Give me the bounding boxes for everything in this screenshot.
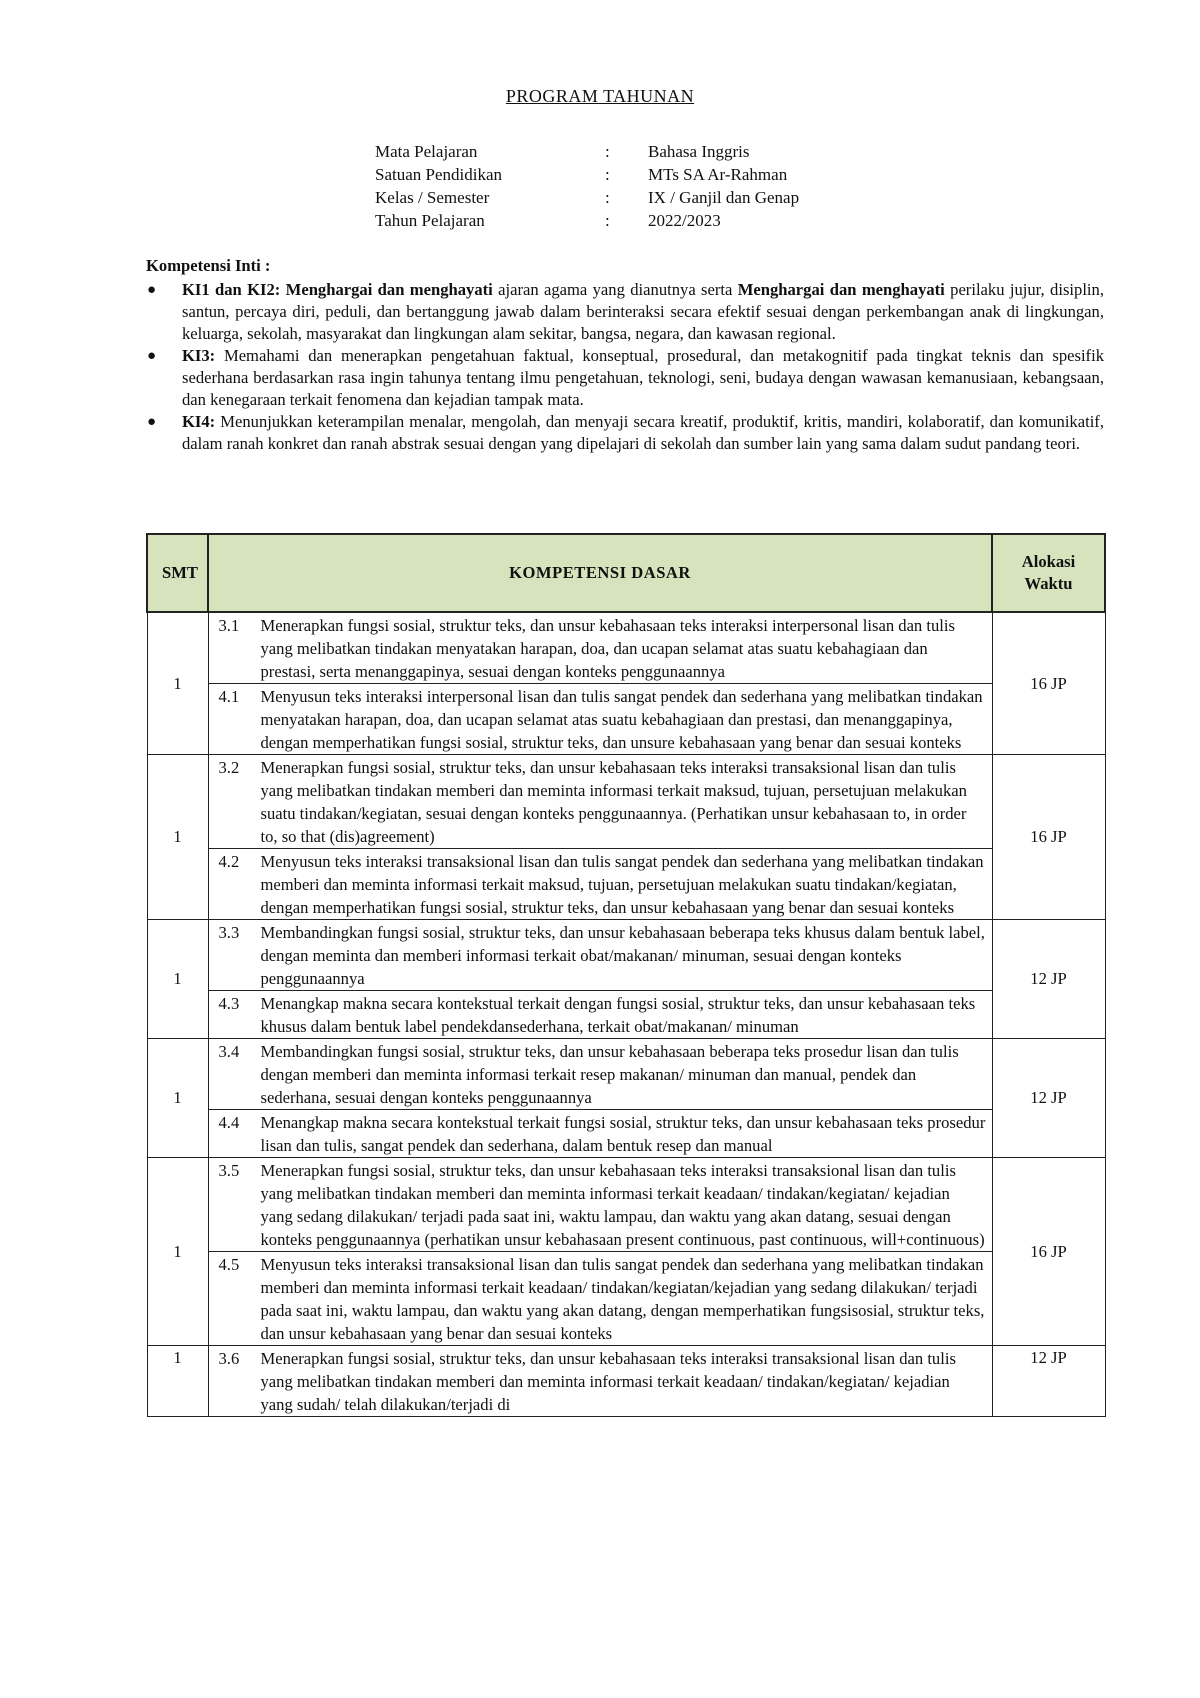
kd-cell <box>208 755 992 920</box>
ki-heading: Kompetensi Inti : <box>146 256 271 275</box>
bullet-icon: ● <box>147 348 157 364</box>
alokasi-cell: 12 JP <box>992 1039 1105 1158</box>
ki-bold-phrase: Menghargai dan menghayati <box>285 280 493 299</box>
header-kd-label: KOMPETENSI DASAR <box>509 563 691 582</box>
kd-text: Menyusun teks interaksi interpersonal lisan dan tulis sangat pendek dan sederhana yang melibatkan tindakan menyatakan harapan, doa, dan ucapan selamat atas suatu kebahagiaan dan prestasi, dan menanggapinya, dengan memperhatikan fungsi sosial, struktur teks, dan unsure kebahasaan yang benar dan sesuai konteks <box>260 687 983 752</box>
kompetensi-dasar-table <box>146 533 1106 1417</box>
kd-item <box>209 1039 992 1109</box>
smt-cell: 1 <box>147 1158 208 1346</box>
kd-item <box>209 848 992 919</box>
ki-lead: KI3: <box>182 346 216 365</box>
ki-bold-phrase: Menghargai dan menghayati <box>737 280 945 299</box>
kd-item <box>209 990 992 1038</box>
info-value: MTs SA Ar-Rahman <box>648 165 788 184</box>
kd-text: Menerapkan fungsi sosial, struktur teks, dan unsur kebahasaan teks interaksi transaksional lisan dan tulis yang melibatkan tindakan memberi dan meminta informasi terkait keadaan/ tindakan/kegiatan/ kejadian yang sudah/ telah dilakukan/terjadi di <box>260 1349 956 1414</box>
kompetensi-inti-section <box>146 255 1104 455</box>
alokasi-cell: 16 JP <box>992 755 1105 920</box>
bullet-icon: ● <box>147 282 157 298</box>
ki-list <box>146 279 1104 455</box>
kd-text: Membandingkan fungsi sosial, struktur teks, dan unsur kebahasaan beberapa teks prosedur lisan dan tulis dengan memberi dan meminta informasi terkait resep makanan/ minuman dan manual, pendek dan sederhana, sesuai dengan konteks penggunaannya <box>260 1042 959 1107</box>
kd-item <box>209 1346 992 1416</box>
table-row <box>147 755 1105 920</box>
info-value: Bahasa Inggris <box>648 142 750 161</box>
table-row <box>147 920 1105 1039</box>
table-row <box>147 612 1105 755</box>
info-label: Mata Pelajaran <box>375 142 478 161</box>
kd-text: Membandingkan fungsi sosial, struktur teks, dan unsur kebahasaan beberapa teks khusus dalam bentuk label, dengan meminta dan memberi informasi terkait obat/makanan/ minuman, sesuai dengan konteks penggunaannya <box>260 923 985 988</box>
info-colon: : <box>605 142 610 161</box>
kd-item <box>209 1158 992 1251</box>
ki-item <box>146 345 1104 411</box>
info-label: Tahun Pelajaran <box>375 211 485 230</box>
header-smt: SMT <box>147 534 208 612</box>
info-colon: : <box>605 188 610 207</box>
ki-text: Memahami dan menerapkan pengetahuan faktual, konseptual, prosedural, dan metakognitif pada tingkat teknis dan spesifik sederhana berdasarkan rasa ingin tahunya tentang ilmu pengetahuan, teknologi, seni, budaya dengan wawasan kemanusiaan, kebangsaan, dan kenegaraan terkait fenomena dan kejadian tampak mata. <box>182 346 1104 409</box>
table-header-row <box>147 534 1105 612</box>
table-row <box>147 1039 1105 1158</box>
smt-cell: 1 <box>147 920 208 1039</box>
ki-text: ajaran agama yang dianutnya serta <box>492 280 738 299</box>
info-value: IX / Ganjil dan Genap <box>648 188 800 207</box>
kd-text: Menyusun teks interaksi transaksional lisan dan tulis sangat pendek dan sederhana yang melibatkan tindakan memberi dan meminta informasi terkait keadaan/ tindakan/kegiatan/kejadian yang sedang dilakukan/ terjadi pada saat ini, waktu lampau, dan waktu yang akan datang, dengan memperhatikan fungsisosial, struktur teks, dan unsur kebahasaan yang benar dan sesuai konteks <box>260 1255 985 1343</box>
kd-cell <box>208 612 992 755</box>
kd-text: Menangkap makna secara kontekstual terkait fungsi sosial, struktur teks, dan unsur kebahasaan teks prosedur lisan dan tulis, sangat pendek dan sederhana, dalam bentuk resep dan manual <box>260 1113 986 1155</box>
kd-item <box>209 613 992 683</box>
kd-text: Menerapkan fungsi sosial, struktur teks, dan unsur kebahasaan teks interaksi transaksional lisan dan tulis yang melibatkan tindakan memberi dan meminta informasi terkait maksud, tujuan, persetujuan melakukan suatu tindakan/kegiatan, sesuai dengan konteks penggunaannya. (Perhatikan unsur kebahasaan to, in order to, so that (dis)agreement) <box>260 758 967 846</box>
ki-item <box>146 411 1104 455</box>
kd-item <box>209 1251 992 1345</box>
document-title: PROGRAM TAHUNAN <box>505 86 695 106</box>
kd-cell <box>208 1039 992 1158</box>
alokasi-cell: 12 JP <box>992 920 1105 1039</box>
info-colon: : <box>605 211 610 230</box>
kd-number: 4.4 <box>218 1113 240 1132</box>
kd-number: 4.2 <box>218 852 240 871</box>
kd-number: 3.3 <box>218 923 240 942</box>
kd-text: Menerapkan fungsi sosial, struktur teks, dan unsur kebahasaan teks interaksi transaksional lisan dan tulis yang melibatkan tindakan memberi dan meminta informasi terkait keadaan/ tindakan/kegiatan/ kejadian yang sedang dilakukan/ terjadi pada saat ini, waktu lampau, dan waktu yang akan datang, sesuai dengan konteks penggunaannya (perhatikan unsur kebahasaan present continuous, past continuous, will+continuous) <box>260 1161 985 1249</box>
ki-lead: KI4: <box>182 412 216 431</box>
kd-item <box>209 755 992 848</box>
ki-text: Menunjukkan keterampilan menalar, mengolah, dan menyaji secara kreatif, produktif, kritis, mandiri, kolaboratif, dan komunikatif, dalam ranah konkret dan ranah abstrak sesuai dengan yang dipelajari di sekolah dan sumber lain yang sama dalam sudut pandang teori. <box>182 412 1104 453</box>
table-row <box>147 1158 1105 1346</box>
alokasi-cell: 12 JP <box>992 1346 1105 1417</box>
kd-item <box>209 683 992 754</box>
kd-cell <box>208 1158 992 1346</box>
ki-item <box>146 279 1104 345</box>
alokasi-cell: 16 JP <box>992 612 1105 755</box>
kd-number: 3.5 <box>218 1161 240 1180</box>
smt-cell: 1 <box>147 612 208 755</box>
info-value: 2022/2023 <box>648 211 721 230</box>
alokasi-cell: 16 JP <box>992 1158 1105 1346</box>
info-label: Satuan Pendidikan <box>375 165 503 184</box>
ki-lead: KI1 dan KI2: <box>182 280 281 299</box>
kd-cell <box>208 920 992 1039</box>
kd-number: 4.1 <box>218 687 240 706</box>
kd-cell <box>208 1346 992 1417</box>
smt-cell: 1 <box>147 755 208 920</box>
ki-text: perilaku jujur, disiplin, santun, percaya diri, peduli, dan bertanggung jawab dalam berinteraksi secara efektif sesuai dengan perkembangan anak di lingkungan, keluarga, sekolah, masyarakat dan lingkungan alam sekitar, bangsa, negara, dan kawasan regional. <box>182 280 1104 343</box>
kd-number: 3.4 <box>218 1042 240 1061</box>
header-kompetensi-dasar <box>208 534 992 612</box>
info-label: Kelas / Semester <box>375 188 490 207</box>
kd-number: 3.6 <box>218 1349 240 1368</box>
kd-number: 3.1 <box>218 616 240 635</box>
kd-number: 3.2 <box>218 758 240 777</box>
info-colon: : <box>605 165 610 184</box>
smt-cell: 1 <box>147 1039 208 1158</box>
bullet-icon: ● <box>147 414 157 430</box>
kd-number: 4.5 <box>218 1255 240 1274</box>
kd-text: Menangkap makna secara kontekstual terkait dengan fungsi sosial, struktur teks, dan unsur kebahasaan teks khusus dalam bentuk label pendekdansederhana, terkait obat/makanan/ minuman <box>260 994 976 1036</box>
kd-item <box>209 920 992 990</box>
kd-text: Menerapkan fungsi sosial, struktur teks, dan unsur kebahasaan teks interaksi interpersonal lisan dan tulis yang melibatkan tindakan menyatakan harapan, doa, dan ucapan selamat atas suatu kebahagiaan dan prestasi, serta menanggapinya, sesuai dengan konteks penggunaannya <box>260 616 955 681</box>
kd-text: Menyusun teks interaksi transaksional lisan dan tulis sangat pendek dan sederhana yang melibatkan tindakan memberi dan meminta informasi terkait maksud, tujuan, persetujuan melakukan suatu tindakan/kegiatan, dengan memperhatikan fungsi sosial, struktur teks, dan unsur kebahasaan yang benar dan sesuai konteks <box>260 852 984 917</box>
smt-cell: 1 <box>147 1346 208 1417</box>
kd-number: 4.3 <box>218 994 240 1013</box>
table-row <box>147 1346 1105 1417</box>
header-alokasi-waktu: Alokasi Waktu <box>992 534 1105 612</box>
kd-item <box>209 1109 992 1157</box>
